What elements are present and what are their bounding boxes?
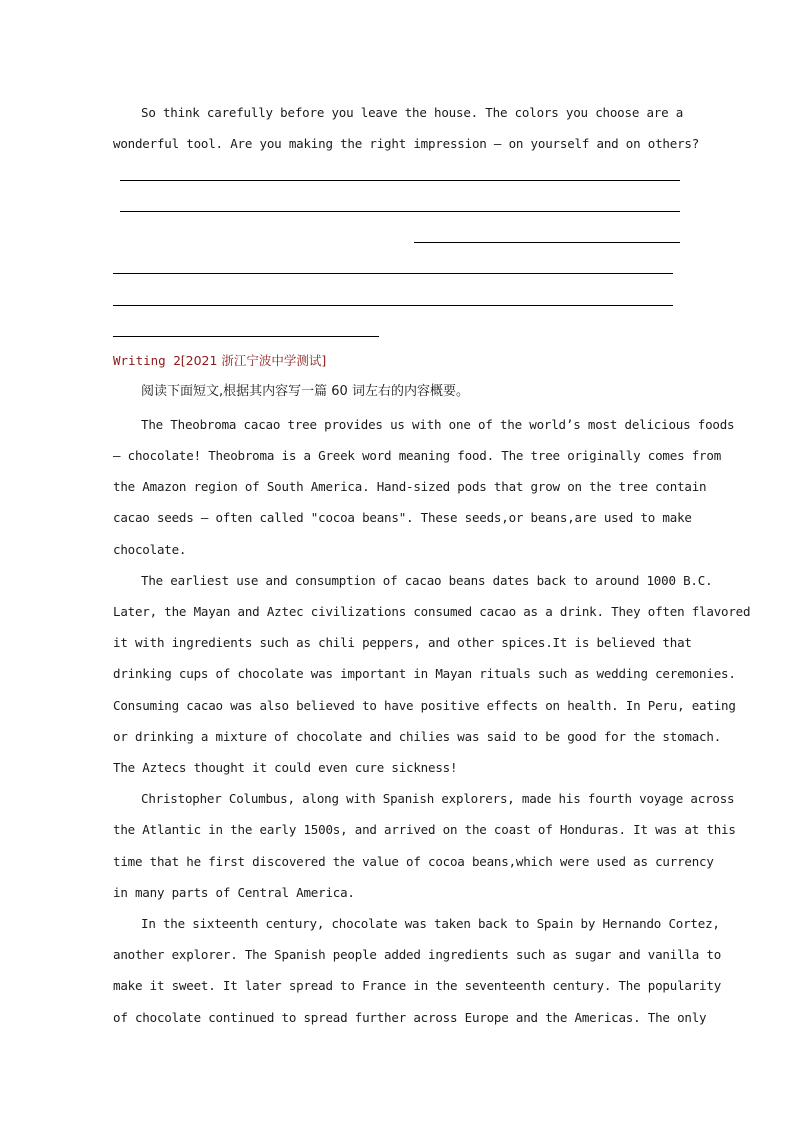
passage-p4-line-1: In the sixteenth century, chocolate was taken back to Spain by Hernando Cortez, <box>141 916 720 931</box>
section-label <box>113 353 326 369</box>
passage-p2-line-2: Later, the Mayan and Aztec civilizations consumed cacao as a drink. They often flavored <box>113 604 751 619</box>
passage-p1-line-3: the Amazon region of South America. Hand-sized pods that grow on the tree contain <box>113 479 707 494</box>
answer-line-6[interactable] <box>113 336 379 337</box>
passage-p4-line-3: make it sweet. It later spread to France in the seventeenth century. The popularity <box>113 978 722 993</box>
passage-p3-line-2: the Atlantic in the early 1500s, and arrived on the coast of Honduras. It was at this <box>113 822 736 837</box>
answer-line-2[interactable] <box>120 211 680 212</box>
passage-p1-line-2: — chocolate! Theobroma is a Greek word meaning food. The tree originally comes from <box>113 448 722 463</box>
task-instruction: 阅读下面短文,根据其内容写一篇 60 词左右的内容概要。 <box>141 384 469 399</box>
passage-p2-line-4: drinking cups of chocolate was important in Mayan rituals such as wedding ceremonies. <box>113 666 736 681</box>
passage-p3-line-3: time that he first discovered the value of cocoa beans,which were used as currency <box>113 854 714 869</box>
passage-p2-line-3: it with ingredients such as chili peppers, and other spices.It is believed that <box>113 635 692 650</box>
passage-p2-line-5: Consuming cacao was also believed to have positive effects on health. In Peru, eating <box>113 698 736 713</box>
passage-p2-line-1: The earliest use and consumption of cacao beans dates back to around 1000 B.C. <box>141 573 713 588</box>
passage-p1-line-1: The Theobroma cacao tree provides us with one of the world’s most delicious foods <box>141 417 735 432</box>
passage-p3-line-1: Christopher Columbus, along with Spanish explorers, made his fourth voyage across <box>141 791 735 806</box>
passage-p2-line-6: or drinking a mixture of chocolate and chilies was said to be good for the stomach. <box>113 729 722 744</box>
answer-line-3[interactable] <box>414 242 680 243</box>
section-label-writing: Writing 2 <box>113 353 181 368</box>
top-paragraph-line-1: So think carefully before you leave the house. The colors you choose are a <box>141 105 684 120</box>
passage-p4-line-4: of chocolate continued to spread further across Europe and the Americas. The only <box>113 1010 707 1025</box>
answer-line-1[interactable] <box>120 180 680 181</box>
passage-p1-line-4: cacao seeds — often called "cocoa beans". These seeds,or beans,are used to make <box>113 510 692 525</box>
passage-p1-line-5: chocolate. <box>113 542 187 557</box>
passage-p2-line-7: The Aztecs thought it could even cure sickness! <box>113 760 458 775</box>
passage-p4-line-2: another explorer. The Spanish people added ingredients such as sugar and vanilla to <box>113 947 722 962</box>
answer-line-5[interactable] <box>113 305 673 306</box>
passage-p3-line-4: in many parts of Central America. <box>113 885 355 900</box>
section-label-source: [2021 浙江宁波中学测试] <box>180 353 327 368</box>
answer-line-4[interactable] <box>113 273 673 274</box>
top-paragraph-line-2: wonderful tool. Are you making the right impression — on yourself and on others? <box>113 136 700 151</box>
